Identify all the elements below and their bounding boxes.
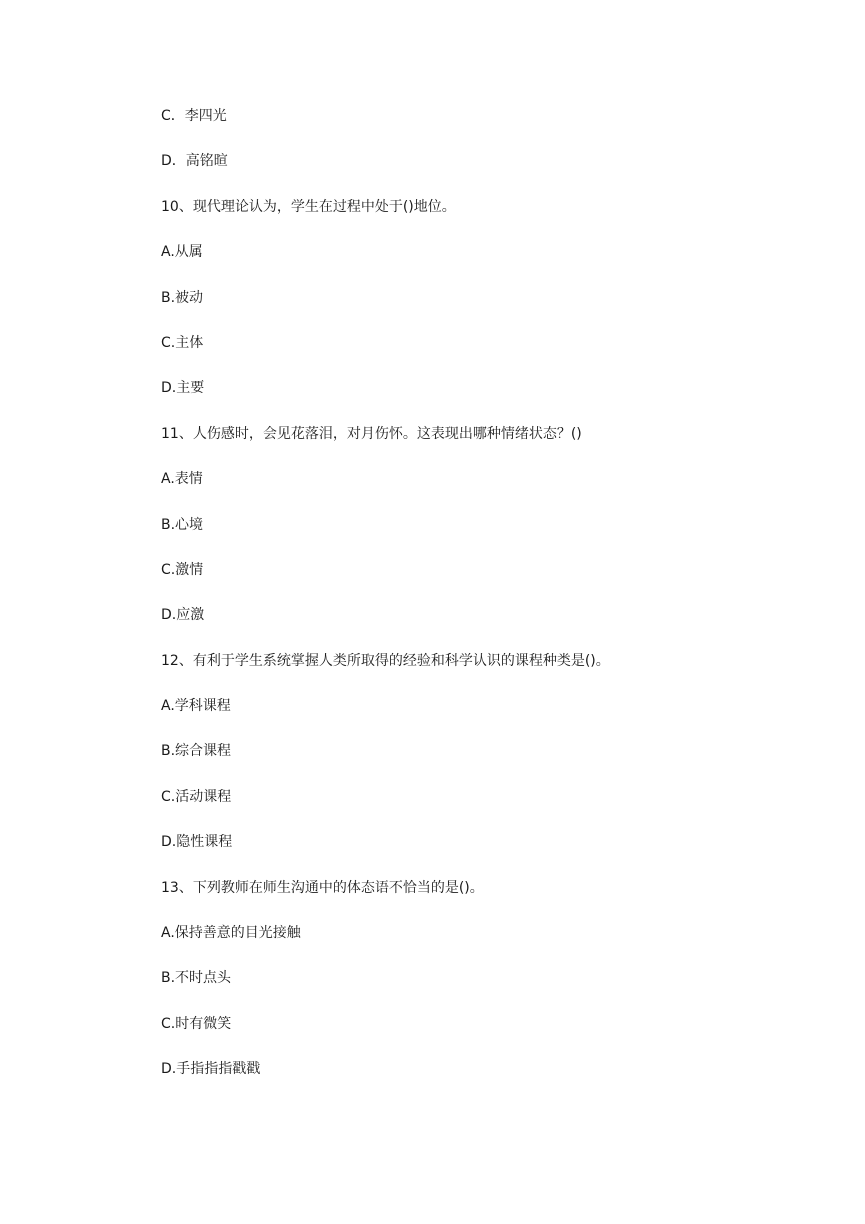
question-12: 12、有利于学生系统掌握人类所取得的经验和科学认识的课程种类是()。 xyxy=(161,652,610,669)
question-13: 13、下列教师在师生沟通中的体态语不恰当的是()。 xyxy=(161,879,484,896)
option-c-q9: C．李四光 xyxy=(161,108,227,124)
option-a-q11: A.表情 xyxy=(161,471,203,488)
option-d-q9: D．高铭暄 xyxy=(161,153,228,170)
option-d-q10: D.主要 xyxy=(161,380,205,397)
option-c-q12: C.活动课程 xyxy=(161,788,232,805)
document-body xyxy=(161,104,801,1103)
option-c-q13: C.时有微笑 xyxy=(161,1015,232,1032)
option-c-q10: C.主体 xyxy=(161,334,204,351)
option-c-q11: C.激情 xyxy=(161,561,204,578)
option-d-q12: D.隐性课程 xyxy=(161,834,233,851)
option-a-q10: A.从属 xyxy=(161,244,203,261)
option-a-q12: A.学科课程 xyxy=(161,698,231,715)
option-b-q11: B.心境 xyxy=(161,516,204,533)
option-b-q12: B.综合课程 xyxy=(161,743,232,760)
option-d-q11: D.应激 xyxy=(161,607,205,624)
option-b-q13: B.不时点头 xyxy=(161,970,232,987)
option-a-q13: A.保持善意的目光接触 xyxy=(161,925,301,942)
question-11: 11、人伤感时，会见花落泪，对月伤怀。这表现出哪种情绪状态？() xyxy=(161,425,582,442)
option-b-q10: B.被动 xyxy=(161,289,204,306)
option-d-q13: D.手指指指戳戳 xyxy=(161,1061,261,1078)
question-10: 10、现代理论认为，学生在过程中处于()地位。 xyxy=(161,198,456,215)
